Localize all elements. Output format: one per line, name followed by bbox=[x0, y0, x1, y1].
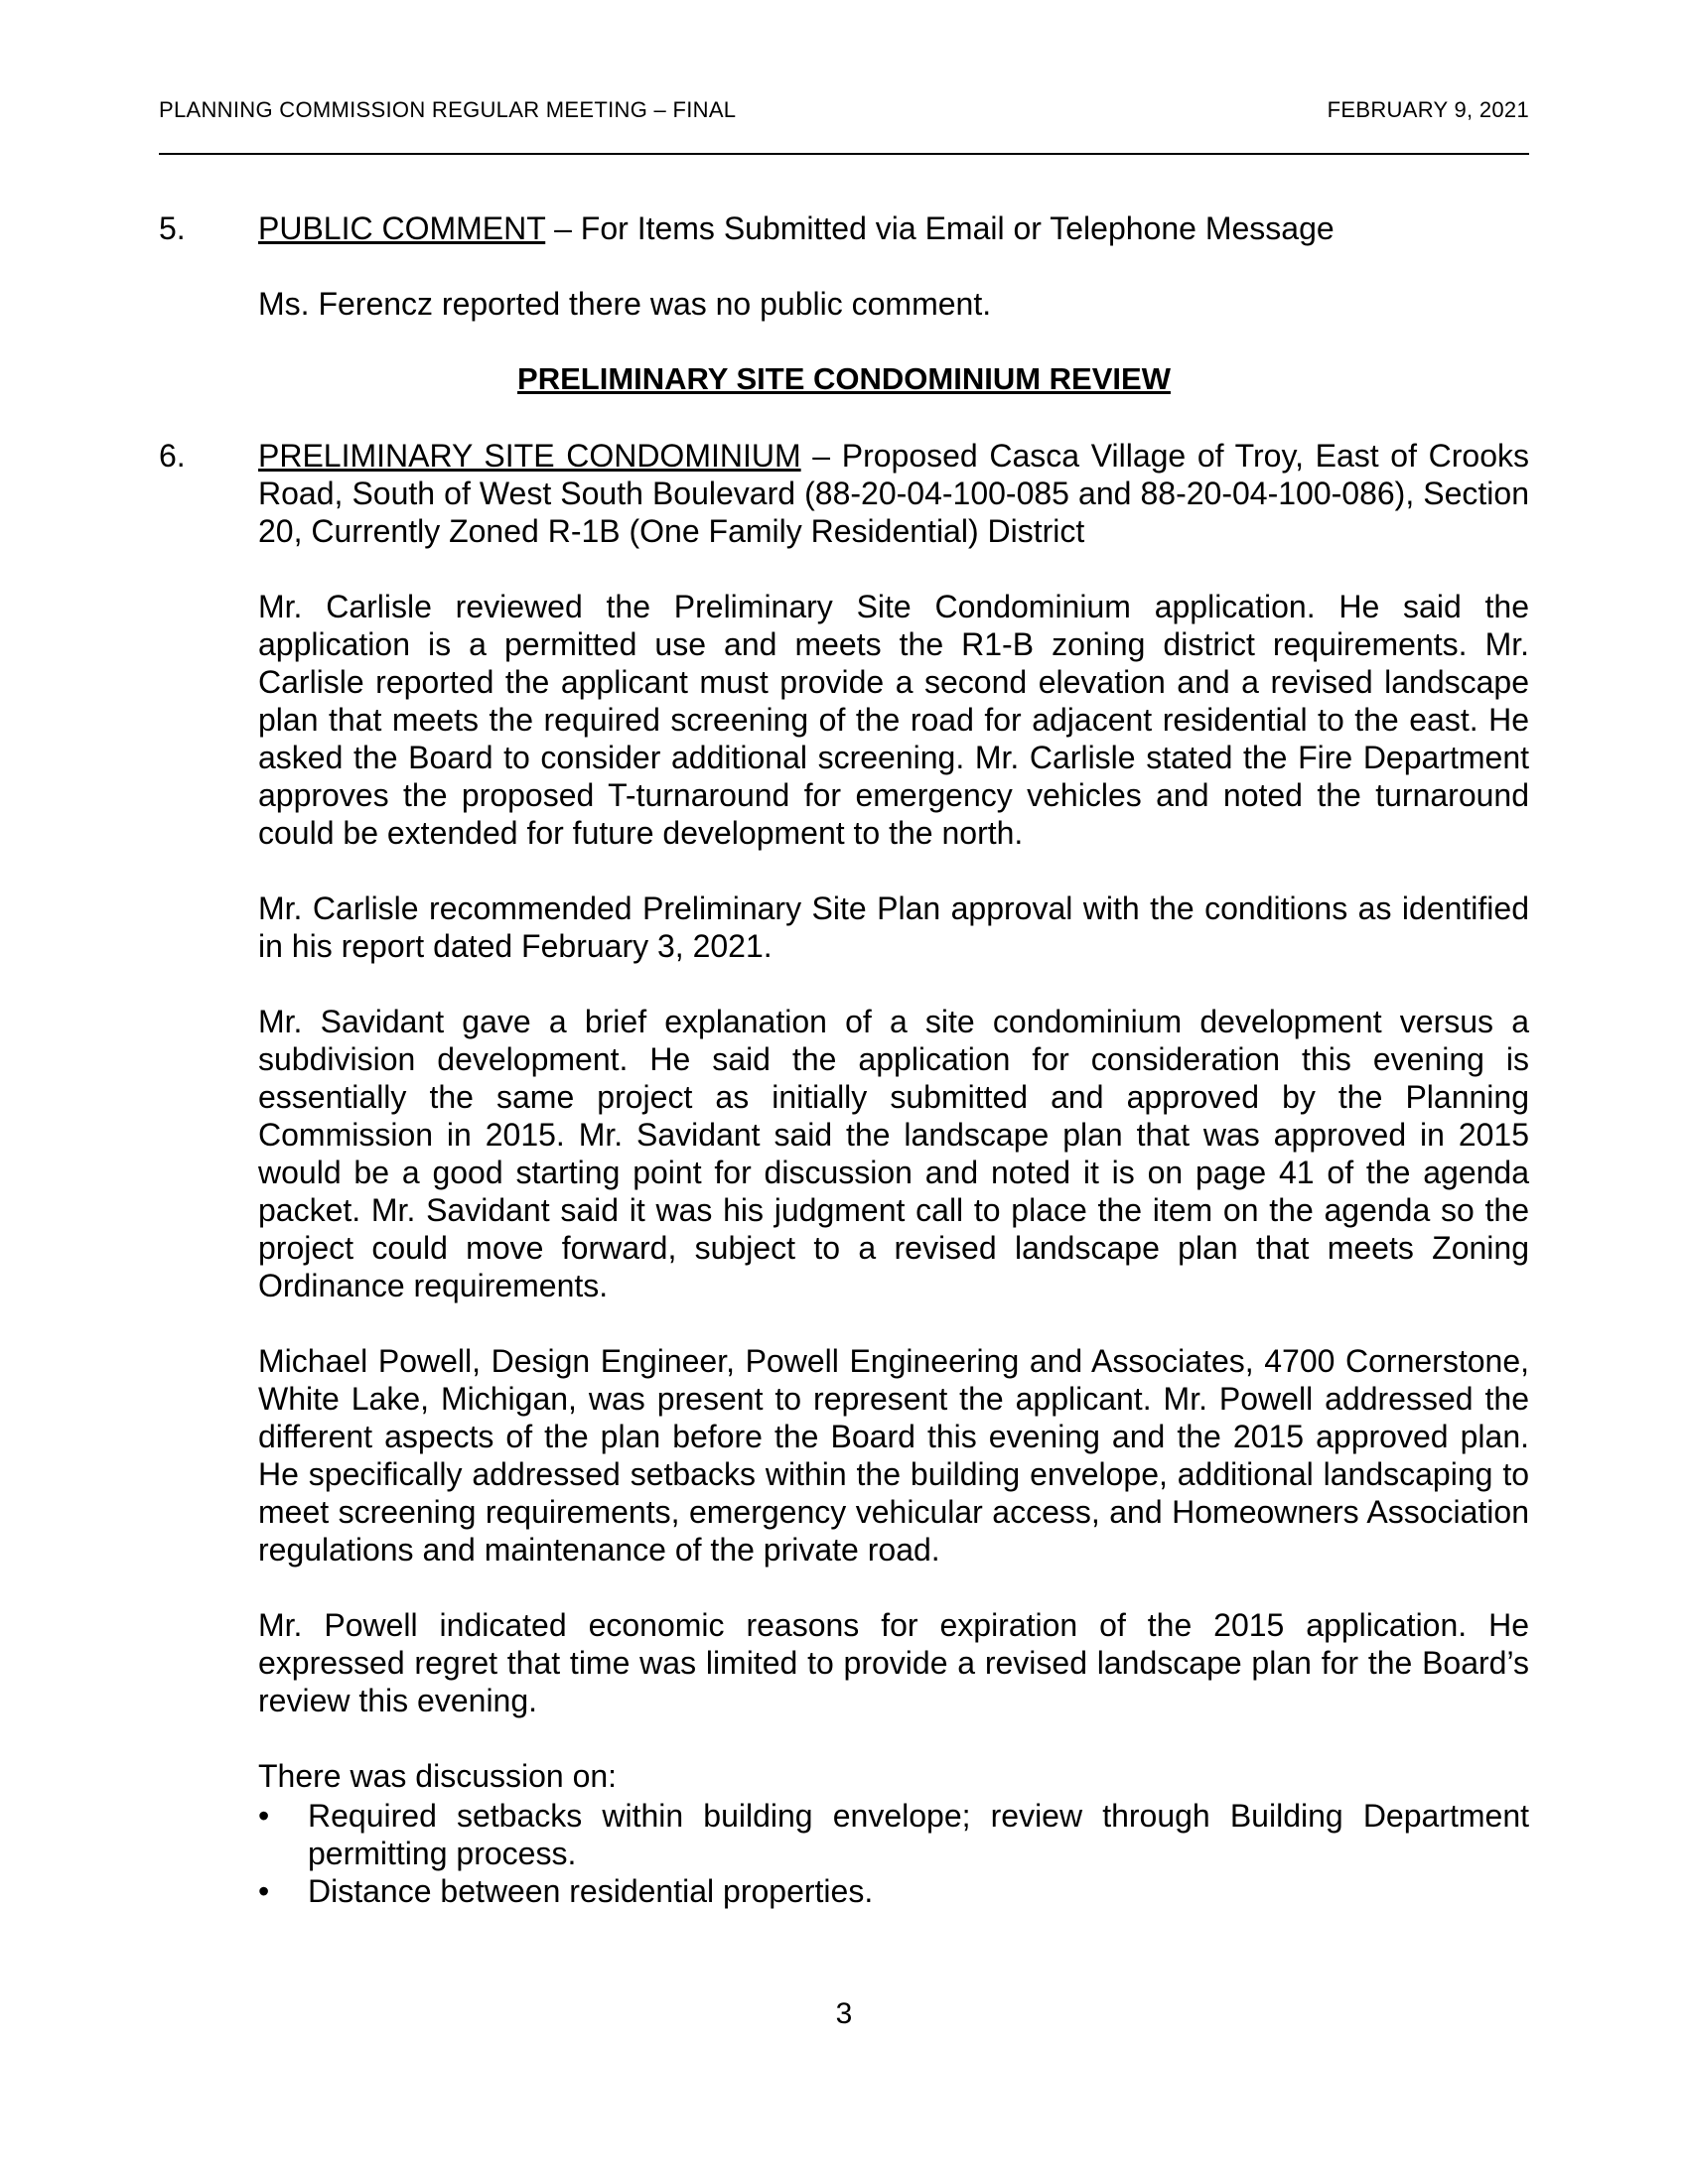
agenda-item-6 bbox=[159, 437, 1529, 550]
item-title bbox=[258, 437, 1529, 550]
list-item bbox=[258, 1797, 1529, 1872]
item-subtitle: – Proposed Casca Village of Troy, East of Crooks Road, South of West South Boulevard (88-20-04-100-085 and 88-20-04-100-086), Section 20, Currently Zoned R-1B (One Family Residential) District bbox=[258, 438, 1530, 549]
list-item-text: Distance between residential properties. bbox=[308, 1873, 874, 1909]
item-number: 6. bbox=[159, 438, 186, 474]
paragraph-powell-presentation: Michael Powell, Design Engineer, Powell Engineering and Associates, 4700 Cornerstone, White Lake, Michigan, was present to represent the applicant. Mr. Powell addressed the different aspects of the plan before the Board this evening and the 2015 approved plan. He specifically addressed setbacks within the building envelope, additional landscaping to meet screening requirements, emergency vehicular access, and Homeowners Association regulations and maintenance of the private road. bbox=[258, 1343, 1529, 1568]
list-item-text: Required setbacks within building envelope; review through Building Department permitting process. bbox=[308, 1798, 1529, 1871]
paragraph-powell-expiration: Mr. Powell indicated economic reasons for expiration of the 2015 application. He expressed regret that time was limited to provide a revised landscape plan for the Board’s review this evening. bbox=[258, 1607, 1529, 1718]
paragraph-carlisle-recommendation: Mr. Carlisle recommended Preliminary Site Plan approval with the conditions as identified in his report dated February 3, 2021. bbox=[258, 890, 1529, 964]
paragraph-savidant: Mr. Savidant gave a brief explanation of a site condominium development versus a subdivision development. He said the application for consideration this evening is essentially the same project as initially submitted and approved by the Planning Commission in 2015. Mr. Savidant said the landscape plan that was approved in 2015 would be a good starting point for discussion and noted it is on page 41 of the agenda packet. Mr. Savidant said it was his judgment call to place the item on the agenda so the project could move forward, subject to a revised landscape plan that meets Zoning Ordinance requirements. bbox=[258, 1004, 1529, 1303]
item-title bbox=[258, 209, 1529, 247]
header-title: PLANNING COMMISSION REGULAR MEETING – FINAL bbox=[159, 97, 737, 122]
item-number: 5. bbox=[159, 210, 186, 246]
item-heading: PRELIMINARY SITE CONDOMINIUM bbox=[258, 438, 801, 474]
paragraph-discussion-intro: There was discussion on: bbox=[258, 1758, 618, 1794]
agenda-item-5 bbox=[159, 209, 1529, 247]
bullet-icon: • bbox=[258, 1873, 270, 1909]
list-item bbox=[258, 1872, 1529, 1910]
item-subtitle: – For Items Submitted via Email or Telephone Message bbox=[545, 210, 1335, 246]
section-heading: PRELIMINARY SITE CONDOMINIUM REVIEW bbox=[517, 361, 1171, 396]
item-5-text: Ms. Ferencz reported there was no public comment. bbox=[258, 286, 992, 322]
header-date: FEBRUARY 9, 2021 bbox=[1327, 97, 1529, 122]
page-number: 3 bbox=[835, 1997, 853, 2030]
discussion-list bbox=[258, 1797, 1529, 1910]
item-heading: PUBLIC COMMENT bbox=[258, 210, 546, 246]
paragraph-carlisle-review: Mr. Carlisle reviewed the Preliminary Site Condominium application. He said the application is a permitted use and meets the R1-B zoning district requirements. Mr. Carlisle reported the applicant must provide a second elevation and a revised landscape plan that meets the required screening of the road for adjacent residential to the east. He asked the Board to consider additional screening. Mr. Carlisle stated the Fire Department approves the proposed T-turnaround for emergency vehicles and noted the turnaround could be extended for future development to the north. bbox=[258, 589, 1529, 851]
bullet-icon: • bbox=[258, 1798, 270, 1834]
page-header bbox=[159, 97, 1529, 155]
